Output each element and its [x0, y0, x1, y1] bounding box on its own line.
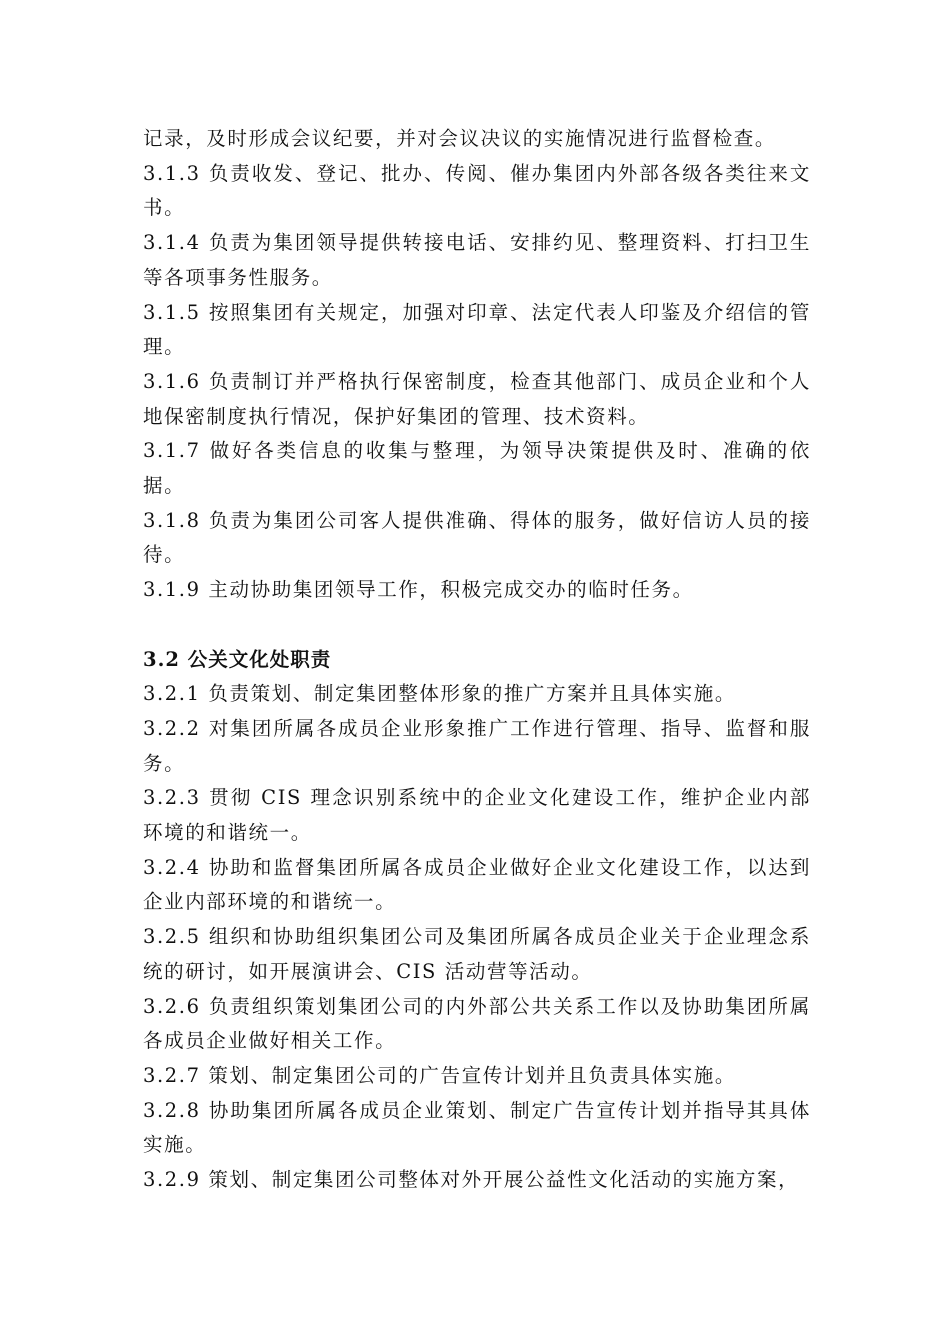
paragraph: 3.2.1 负责策划、制定集团整体形象的推广方案并且具体实施。 [143, 682, 736, 706]
paragraph: 3.1.7 做好各类信息的收集与整理，为领导决策提供及时、准确的依据。 [143, 439, 811, 498]
paragraph: 3.1.4 负责为集团领导提供转接电话、安排约见、整理资料、打扫卫生等各项事务性服务。 [143, 231, 811, 289]
section-heading: 3.2 公关文化处职责 [143, 647, 332, 671]
document-page [143, 122, 811, 1198]
paragraph: 3.1.8 负责为集团公司客人提供准确、得体的服务，做好信访人员的接待。 [143, 508, 811, 567]
paragraph: 3.2.2 对集团所属各成员企业形象推广工作进行管理、指导、监督和服务。 [143, 716, 811, 775]
paragraph: 记录，及时形成会议纪要，并对会议决议的实施情况进行监督检查。 [143, 127, 777, 150]
paragraph: 3.1.3 负责收发、登记、批办、传阅、催办集团内外部各级各类往来文书。 [143, 161, 811, 220]
paragraph: 3.2.6 负责组织策划集团公司的内外部公共关系工作以及协助集团所属各成员企业做好相关工作。 [143, 994, 811, 1053]
paragraph: 3.1.9 主动协助集团领导工作，积极完成交办的临时任务。 [143, 578, 694, 602]
paragraph: 3.2.7 策划、制定集团公司的广告宣传计划并且负责具体实施。 [143, 1063, 736, 1087]
paragraph: 3.1.5 按照集团有关规定，加强对印章、法定代表人印鉴及介绍信的管理。 [143, 300, 811, 359]
paragraph: 3.2.8 协助集团所属各成员企业策划、制定广告宣传计划并指导其具体实施。 [143, 1098, 811, 1157]
paragraph: 3.2.5 组织和协助组织集团公司及集团所属各成员企业关于企业理念系统的研讨，如开展演讲会、CIS 活动营等活动。 [143, 925, 811, 983]
paragraph: 3.1.6 负责制订并严格执行保密制度，检查其他部门、成员企业和个人地保密制度执行情况，保护好集团的管理、技术资料。 [143, 369, 811, 428]
paragraph: 3.2.4 协助和监督集团所属各成员企业做好企业文化建设工作，以达到企业内部环境的和谐统一。 [143, 855, 811, 914]
paragraph: 3.2.9 策划、制定集团公司整体对外开展公益性文化活动的实施方案， [143, 1168, 800, 1192]
paragraph: 3.2.3 贯彻 CIS 理念识别系统中的企业文化建设工作，维护企业内部环境的和谐统一。 [143, 786, 811, 845]
